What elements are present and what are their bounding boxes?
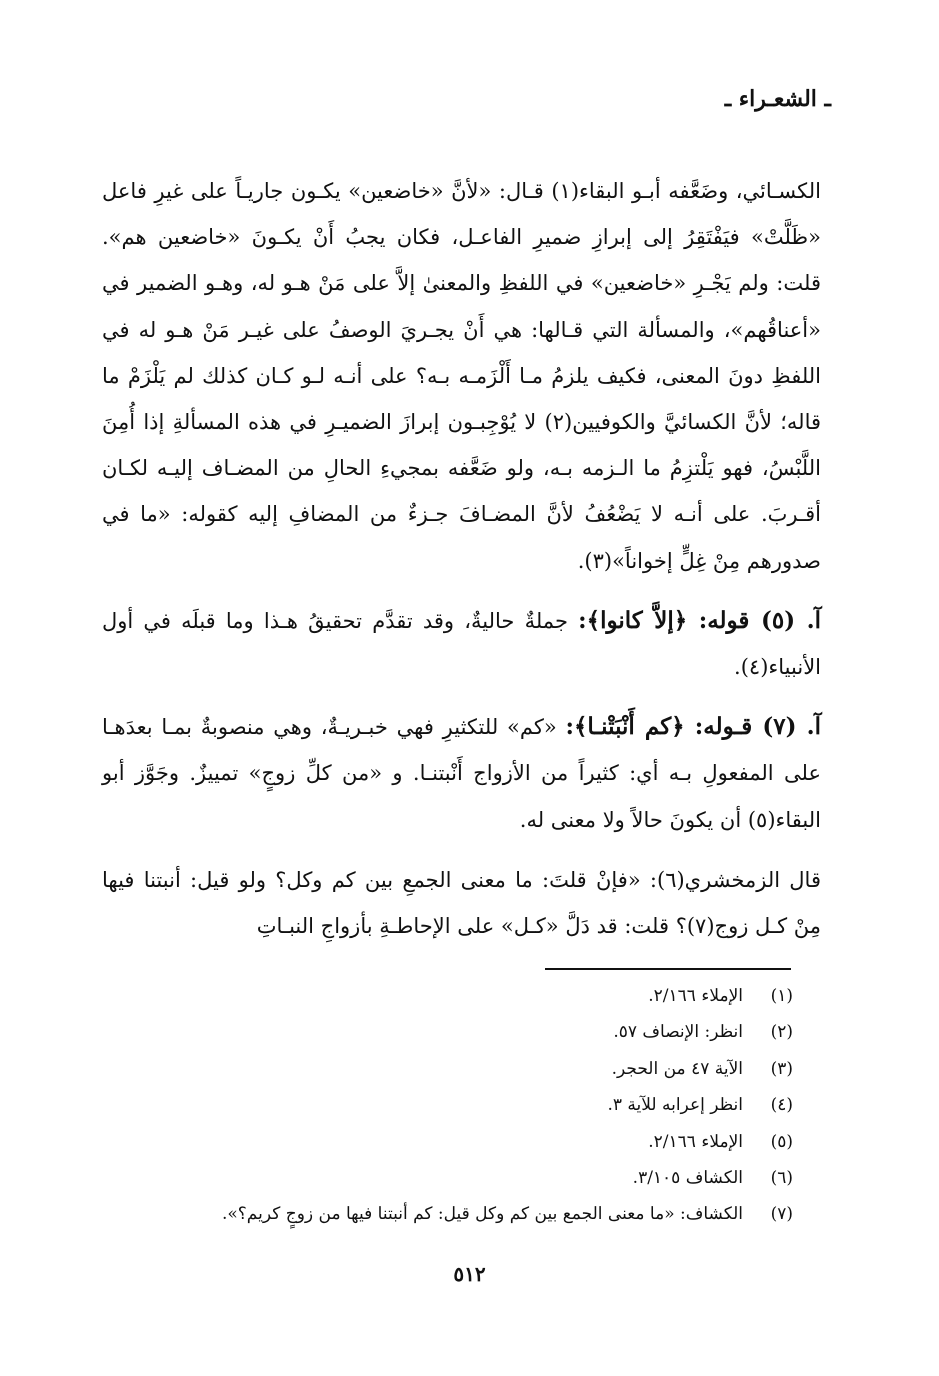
footnote [100,1051,793,1087]
footnote [100,1014,793,1050]
footnotes [100,978,793,1233]
page-number: ٥١٢ [453,1262,486,1286]
verse-5-label: آ. (٥) قوله: ﴿إلاَّ كانوا﴾: [578,606,821,634]
footnote-number: (٧) [770,1204,793,1225]
running-header: ـ الشعـراء ـ [724,86,831,112]
footnote-text: الآية ٤٧ من الحجر. [611,1058,743,1079]
footnote [100,1124,793,1160]
footnote [100,1160,793,1196]
footnote-number: (٣) [770,1058,793,1079]
paragraph-verse-7 [102,704,821,843]
footnote-number: (١) [770,986,793,1006]
paragraph-zamakhshari [102,857,821,949]
zamakhshari-text: قال الزمخشري(٦): «فإنْ قلتَ: ما معنى الجمعِ بين كم وكل؟ ولو قيل: أنبتنا فيها مِنْ كـل زوج(٧)؟ قلت: قد دَلَّ «كـل» على الإحاطـةِ بأزواجِ النبـاتِ [102,867,821,939]
footnote [100,1087,793,1123]
footnote-text: الإملاء ٢/١٦٦. [648,986,743,1006]
footnote-text: انظر إعرابه للآية ٣. [607,1095,743,1116]
footnote-number: (٢) [770,1022,793,1043]
footnote-number: (٦) [770,1168,793,1189]
verse-5-text: جملةٌ حاليةٌ، وقد تقدَّم تحقيقُ هـذا وما قبلَه في أول الأنبياء(٤). [102,608,821,680]
paragraph-1 [102,168,821,584]
verse-7-label: آ. (٧) قـوله: ﴿كم أَنْبَتْنـا﴾: [565,713,821,741]
footnote-number: (٤) [770,1095,793,1116]
footnote [100,978,793,1014]
footnote-text: الكشاف ٣/١٠٥. [632,1168,743,1189]
paragraph-verse-5 [102,598,821,690]
footnote-separator [545,968,791,970]
main-text [102,168,821,949]
footnote [100,1196,793,1232]
footnote-text: انظر: الإنصاف ٥٧. [613,1022,743,1043]
footnote-number: (٥) [770,1131,793,1152]
footnote-text: الإملاء ٢/١٦٦. [648,1131,743,1152]
paragraph-1-text: الكسـائي، وضَعَّفه أبـو البقاء(١) قـال: «لأنَّ «خاضعين» يكـون جاريـاً على غيرِ فاعل «ظَلَّتْ» فيَفْتَقِرُ إلى إبرازِ ضميرِ الفاعـل، فكان يجبُ أَنْ يكـونَ «خاضعين هم». قلت: ولم يَجْـرِ «خاضعين» في اللفظِ والمعنىٰ إلاَّ على مَنْ هـو له، وهـو الضمير في «أعناقُهم»، والمسألة التي قـالها: هي أَنْ يجـريَ الوصفُ على غيـر مَنْ هـو له في اللفظِ دونَ المعنى، فكيف يلزمُ مـا أَلْزَمـه بـه؟ على أنـه لـو كـان كذلك لم يَلْزَمْ ما قاله؛ لأنَّ الكسائيَّ والكوفيين(٢) لا يُوْجِبـون إبرازَ الضميـرِ في هذه المسألةِ إذا أُمِنَ اللَّبْسُ، فهو يَلْتزِمُ ما الـزمه بـه، ولو ضَعَّفه بمجيءِ الحالِ من المضـاف إليـه لكـان أقـربَ. على أنـه لا يَضْعُفُ لأنَّ المضـافَ جـزءٌ من المضافِ إليه كقوله: «ما في صدورهم مِنْ غِلٍّ إخواناً»(٣). [102,179,822,573]
verse-7-text: «كم» للتكثيرِ فهي خبـريـةٌ، وهي منصوبةٌ بمـا بعدَهـا على المفعولِ بـه أي: كثيراً من الأزواج أَنْبتنـا. و «من كلِّ زوجٍ» تمييزٌ. وجَوَّز أبو البقاء(٥) أن يكونَ حالاً ولا معنى له. [102,715,821,832]
footnote-text: الكشاف: «ما معنى الجمع بين كم وكل قيل: كم أنبتنا فيها من زوجٍ كريم؟». [221,1204,743,1225]
